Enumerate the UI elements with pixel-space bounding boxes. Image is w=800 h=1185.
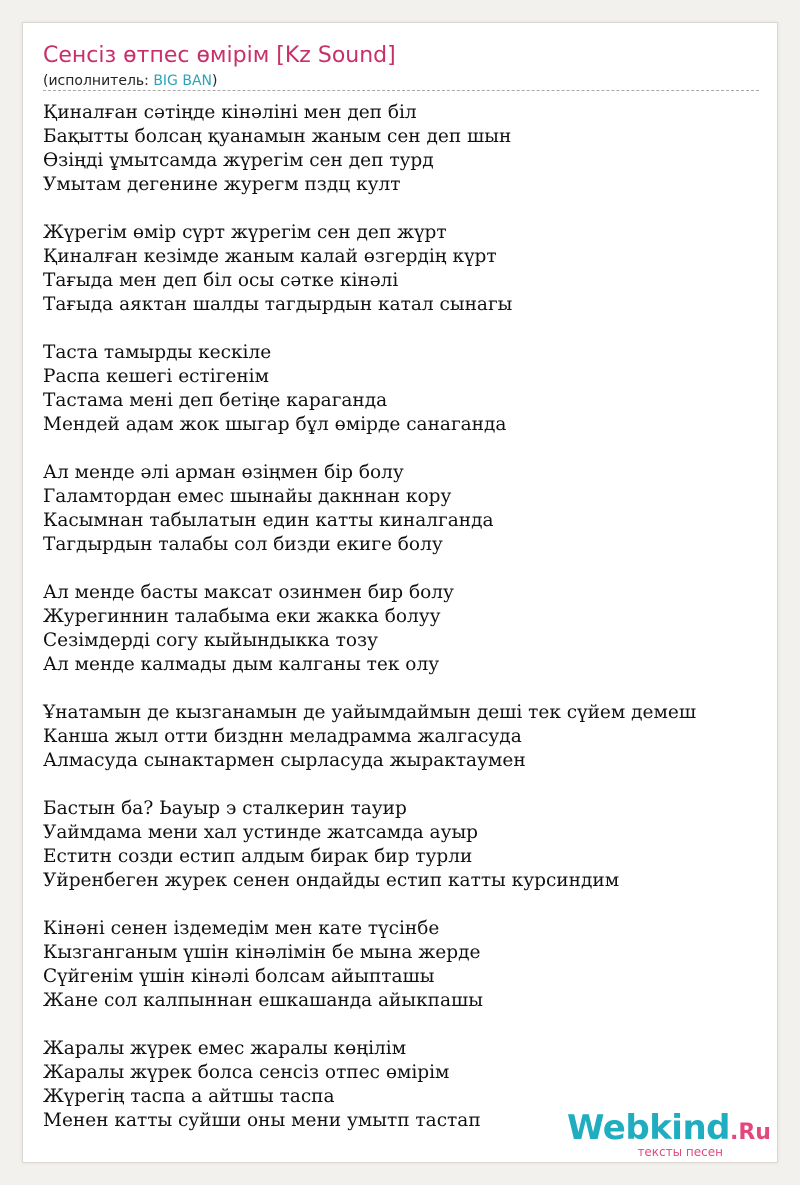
lyrics-line: Сезімдерді согу кыйындыкка тозу — [43, 630, 378, 651]
lyrics-stanza — [43, 797, 773, 893]
lyrics-line: Таста тамырды кескіле — [43, 342, 272, 363]
lyrics-line: Умытам дегенине журегм пздц култ — [43, 174, 401, 195]
lyrics-line: Галамтордан емес шынайы дакннан кору — [43, 486, 452, 507]
lyrics-line: Тагдырдын талабы сол бизди екиге болу — [43, 534, 443, 555]
lyrics-stanza — [43, 341, 773, 437]
lyrics-line: Жаралы жүрек болса сенсіз отпес өмірім — [43, 1062, 450, 1083]
lyrics-line: Ал менде калмады дым калганы тек олу — [43, 654, 440, 675]
lyrics-line: Тастама мені деп бетіңе караганда — [43, 390, 388, 411]
lyrics-line: Мендей адам жок шыгар бұл өмірде санаганда — [43, 414, 507, 435]
lyrics-line: Сүйгенім үшін кінәлі болсам айыпташы — [43, 966, 435, 987]
site-logo[interactable] — [567, 1108, 771, 1159]
lyrics-line: Қиналған сәтіңде кінәліні мен деп біл — [43, 102, 417, 123]
lyrics-stanza — [43, 461, 773, 557]
lyrics-card — [22, 22, 778, 1163]
lyrics-line: Кінәні сенен іздемедім мен кате түсінбе — [43, 918, 440, 939]
lyrics-line: Кызганганым үшін кінәлімін бе мына жерде — [43, 942, 481, 963]
lyrics-line: Бастын ба? Ьауыр э сталкерин тауир — [43, 798, 407, 819]
lyrics-line: Тағыда мен деп біл осы сәтке кінәлі — [43, 270, 399, 291]
performer-suffix: ) — [212, 73, 218, 89]
logo-name: Webkind — [567, 1108, 730, 1148]
lyrics-line: Канша жыл отти бизднн меладрамма жалгасуда — [43, 726, 522, 747]
lyrics-line: Менен катты суйши оны мени умытп тастап — [43, 1110, 481, 1131]
lyrics-line: Уйренбеген журек сенен ондайды естип катты курсиндим — [43, 870, 620, 891]
logo-tagline: тексты песен — [637, 1145, 723, 1159]
lyrics-line: Ал менде басты максат озинмен бир болу — [43, 582, 454, 603]
lyrics-line: Уаймдама мени хал устинде жатсамда ауыр — [43, 822, 479, 843]
lyrics-stanza — [43, 101, 773, 197]
performer-line — [43, 72, 217, 90]
title-divider — [43, 90, 759, 91]
lyrics-line: Бақытты болсаң қуанамын жаным сен деп шын — [43, 126, 512, 147]
song-title: Сенсіз өтпес өмірім [Kz Sound] — [43, 43, 396, 68]
lyrics-line: Қиналған кезімде жаным калай өзгердің күрт — [43, 246, 497, 267]
performer-prefix: (исполнитель: — [43, 73, 154, 89]
lyrics-line: Жүрегің таспа а айтшы таспа — [43, 1086, 335, 1107]
lyrics-stanza — [43, 221, 773, 317]
lyrics-line: Ал менде әлі арман өзіңмен бір болу — [43, 462, 404, 483]
lyrics-text — [43, 101, 773, 1157]
lyrics-line: Жүрегім өмір сүрт жүрегім сен деп жүрт — [43, 222, 447, 243]
lyrics-stanza — [43, 581, 773, 677]
lyrics-line: Жаралы жүрек емес жаралы көңілім — [43, 1038, 407, 1059]
lyrics-line: Касымнан табылатын един катты киналганда — [43, 510, 494, 531]
lyrics-line: Распа кешегі естігенім — [43, 366, 269, 387]
lyrics-line: Тағыда аяктан шалды тагдырдын катал сынагы — [43, 294, 513, 315]
lyrics-stanza — [43, 701, 773, 773]
lyrics-line: Алмасуда сынактармен сырласуда жырактаумен — [43, 750, 526, 771]
lyrics-line: Еститн созди естип алдым бирак бир турли — [43, 846, 473, 867]
logo-tld: .Ru — [730, 1120, 771, 1145]
lyrics-line: Жане сол калпыннан ешкашанда айыкпашы — [43, 990, 483, 1011]
artist-link[interactable]: BIG BAN — [153, 73, 212, 89]
lyrics-stanza — [43, 917, 773, 1013]
lyrics-line: Журегиннин талабыма еки жакка болуу — [43, 606, 441, 627]
lyrics-line: Өзіңді ұмытсамда жүрегім сен деп турд — [43, 150, 434, 171]
lyrics-line: Ұнатамын де кызганамын де уайымдаймын деші тек сүйем демеш — [43, 702, 697, 723]
